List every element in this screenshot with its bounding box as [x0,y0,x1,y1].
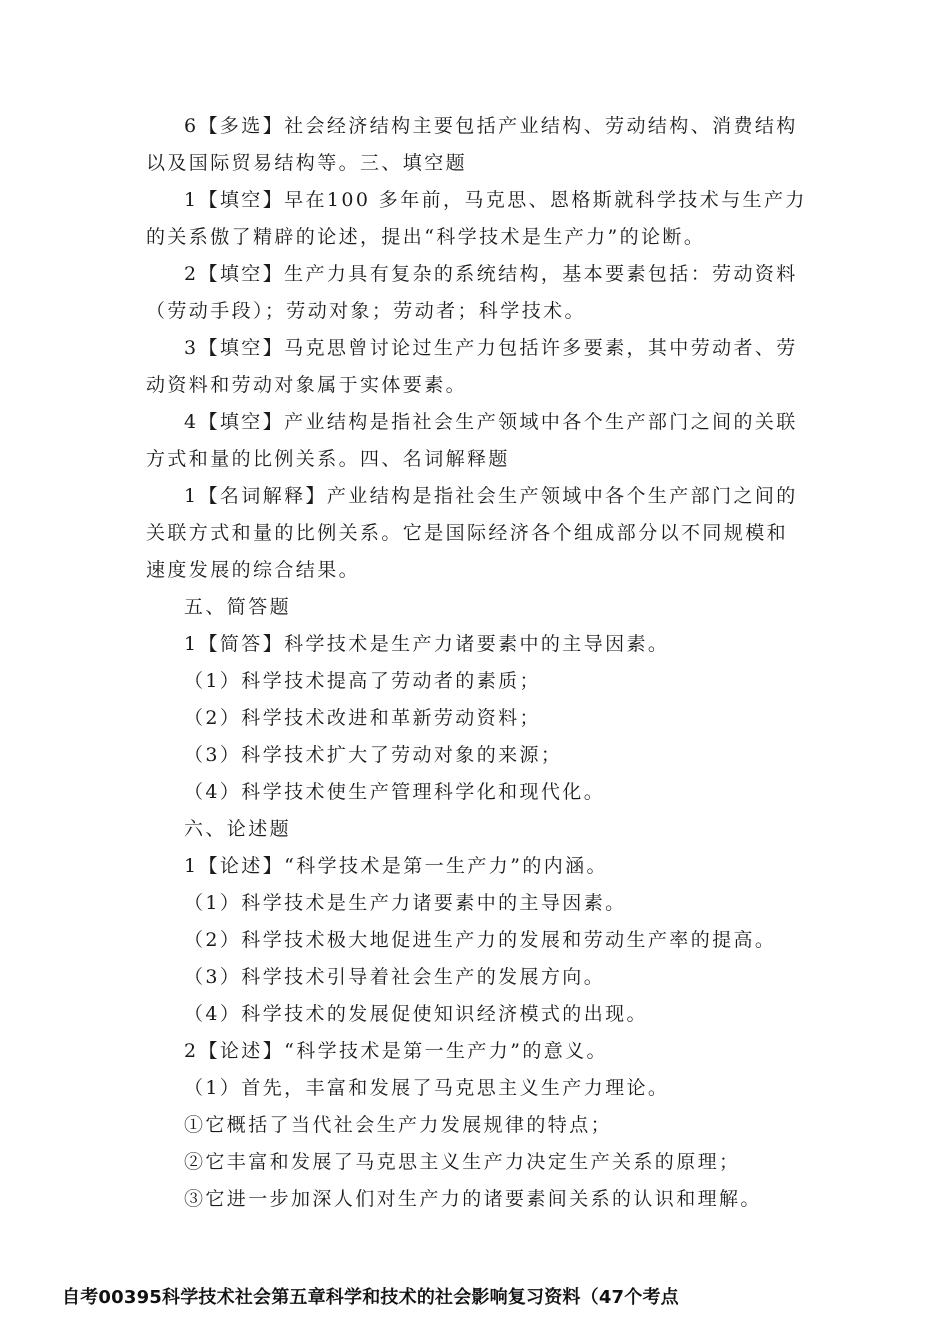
text-line: （2）科学技术极大地促进生产力的发展和劳动生产率的提高。 [184,929,777,951]
text-line: 1【名词解释】产业结构是指社会生产领域中各个生产部门之间的 [184,485,798,507]
text-line: （4）科学技术的发展促使知识经济模式的出现。 [184,1003,648,1025]
text-line: （劳动手段）；劳动对象；劳动者；科学技术。 [146,300,586,322]
text-line: 方式和量的比例关系。四、名词解释题 [146,448,510,470]
text-line: 3【填空】马克思曾讨论过生产力包括许多要素，其中劳动者、劳 [184,337,798,359]
text-line: 动资料和劳动对象属于实体要素。 [146,374,468,396]
text-line: 五、简答题 [184,596,292,618]
text-line: 1【填空】早在100 多年前，马克思、恩格斯就科学技术与生产力 [184,189,807,211]
text-line: 2【填空】生产力具有复杂的系统结构，基本要素包括：劳动资料 [184,263,798,285]
text-line: 以及国际贸易结构等。三、填空题 [146,152,468,174]
text-line: 速度发展的综合结果。 [146,559,361,581]
text-line: （3）科学技术扩大了劳动对象的来源； [184,744,563,766]
text-line: （1）科学技术是生产力诸要素中的主导因素。 [184,892,627,914]
text-line: （4）科学技术使生产管理科学化和现代化。 [184,781,606,803]
text-line: （2）科学技术改进和革新劳动资料； [184,707,541,729]
text-line: ①它概括了当代社会生产力发展规律的特点； [184,1114,613,1136]
text-line: 的关系傲了精辟的论述，提出“科学技术是生产力”的论断。 [146,226,706,248]
text-line: 关联方式和量的比例关系。它是国际经济各个组成部分以不同规模和 [146,522,789,544]
text-line: ③它进一步加深人们对生产力的诸要素间关系的认识和理解。 [184,1188,762,1210]
text-line: ②它丰富和发展了马克思主义生产力决定生产关系的原理； [184,1151,741,1173]
text-line: 1【简答】科学技术是生产力诸要素中的主导因素。 [184,633,670,655]
text-line: 6【多选】社会经济结构主要包括产业结构、劳动结构、消费结构 [184,115,798,137]
text-line: 4【填空】产业结构是指社会生产领域中各个生产部门之间的关联 [184,411,798,433]
text-line: 2【论述】“科学技术是第一生产力”的意义。 [184,1040,608,1062]
text-line: 六、论述题 [184,818,292,840]
text-line: 1【论述】“科学技术是第一生产力”的内涵。 [184,855,608,877]
text-line: （3）科学技术引导着社会生产的发展方向。 [184,966,606,988]
document-footer-title: 自考00395科学技术社会第五章科学和技术的社会影响复习资料（47个考点 [62,1287,679,1308]
document-body [146,108,810,1218]
text-line: （1）首先，丰富和发展了马克思主义生产力理论。 [184,1077,670,1099]
text-line: （1）科学技术提高了劳动者的素质； [184,670,541,692]
